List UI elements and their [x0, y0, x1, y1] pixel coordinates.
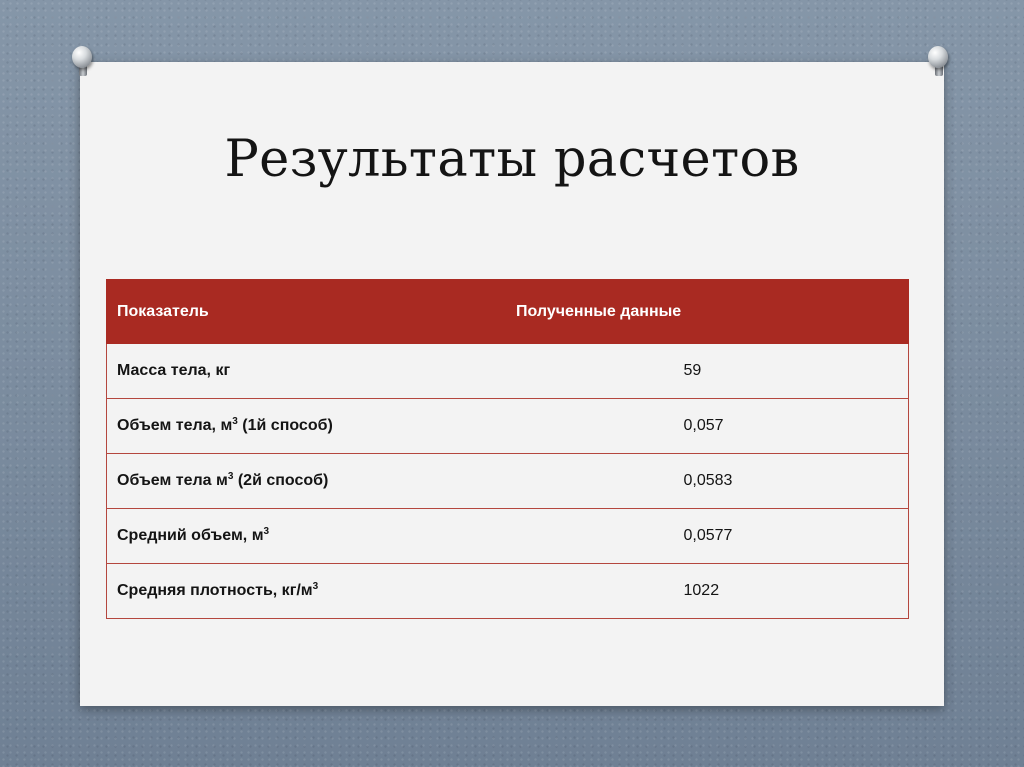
row-value: 0,0583 [516, 454, 909, 509]
row-label [107, 509, 516, 564]
column-header-indicator [107, 280, 516, 344]
row-label-text: Масса тела, кг [117, 362, 231, 379]
column-header-label: Полученные данные [516, 302, 682, 320]
row-label-suffix: (1й способ) [237, 417, 333, 434]
table-row [107, 564, 909, 619]
row-label [107, 344, 516, 399]
results-table [106, 279, 909, 619]
pushpin-head [928, 46, 948, 68]
pushpin-icon [70, 46, 98, 74]
row-value: 0,057 [516, 399, 909, 454]
table-row [107, 509, 909, 564]
unit-superscript: 3 [227, 471, 234, 482]
row-label-text: Объем тела м [117, 472, 228, 489]
slide-title: Результаты расчетов [224, 130, 800, 189]
table-row [107, 399, 909, 454]
row-value: 59 [516, 344, 909, 399]
table-row [107, 454, 909, 509]
unit-superscript: 3 [312, 581, 319, 592]
unit-superscript: 3 [263, 526, 270, 537]
column-header-label: Показатель [117, 302, 209, 320]
row-value: 0,0577 [516, 509, 909, 564]
table-row [107, 344, 909, 399]
row-label-suffix: (2й способ) [233, 472, 329, 489]
row-label-text: Средний объем, м [117, 527, 264, 544]
table-header-row [107, 280, 909, 344]
row-label [107, 399, 516, 454]
row-label [107, 454, 516, 509]
pushpin-icon [926, 46, 954, 74]
pushpin-head [72, 46, 92, 68]
column-header-result [516, 280, 909, 344]
row-value: 1022 [516, 564, 909, 619]
row-label-text: Объем тела, м [117, 417, 233, 434]
row-label [107, 564, 516, 619]
unit-superscript: 3 [232, 416, 238, 427]
row-label-text: Средняя плотность, кг/м [117, 582, 313, 599]
